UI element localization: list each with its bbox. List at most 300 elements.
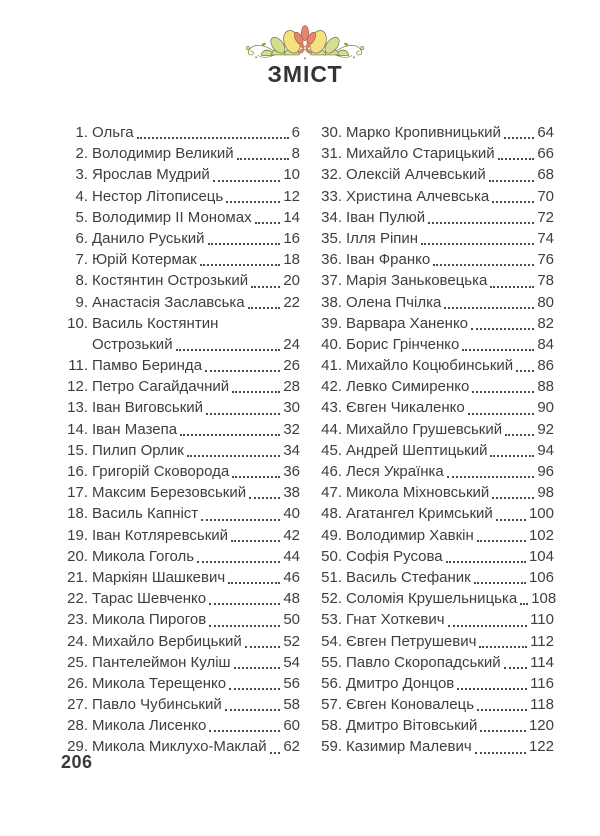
- entry-number: 23.: [67, 611, 88, 629]
- entry-name: Василь Костянтин: [92, 314, 219, 332]
- entry-page: 44: [283, 547, 300, 565]
- entry-number: 37.: [321, 272, 342, 290]
- toc-column-left: [60, 122, 300, 758]
- dot-leader: [490, 453, 534, 457]
- dot-leader: [209, 728, 280, 732]
- dot-leader: [462, 347, 534, 351]
- entry-page: 120: [528, 717, 554, 735]
- entry-number: 11.: [68, 357, 88, 375]
- toc-entry: [60, 461, 300, 482]
- entry-name: Михайло Коцюбинський: [346, 357, 514, 375]
- toc-entry: [314, 652, 554, 673]
- entry-name: Варвара Ханенко: [346, 314, 469, 332]
- entry-number: 44.: [321, 420, 342, 438]
- entry-page: 116: [530, 674, 554, 692]
- entry-number: 41.: [321, 357, 342, 375]
- entry-page: 20: [283, 272, 300, 290]
- entry-number: 2.: [75, 145, 88, 163]
- dot-leader: [228, 580, 280, 584]
- entry-number: 45.: [321, 441, 342, 459]
- entry-number: 35.: [321, 229, 342, 247]
- entry-page: 26: [283, 357, 300, 375]
- entry-name: Павло Чубинський: [92, 696, 222, 714]
- toc-entry: [314, 207, 554, 228]
- entry-page: 6: [291, 124, 300, 141]
- entry-number: 12.: [67, 378, 88, 396]
- entry-name: Пилип Орлик: [92, 441, 184, 459]
- entry-page: 76: [537, 251, 554, 269]
- entry-name: Петро Сагайдачний: [92, 378, 230, 396]
- toc-entry: [60, 673, 300, 694]
- entry-page: 38: [283, 484, 300, 502]
- entry-number: 10.: [67, 314, 88, 332]
- dot-leader: [229, 686, 280, 690]
- entry-name: Маркіян Шашкевич: [92, 568, 226, 586]
- dot-leader: [479, 644, 527, 648]
- toc-entry: [314, 334, 554, 355]
- entry-name: Острозький: [92, 335, 173, 353]
- entry-number: 29.: [67, 738, 88, 756]
- entry-name: Євген Чикаленко: [346, 399, 465, 417]
- entry-page: 16: [283, 229, 300, 247]
- toc-entry: [60, 228, 300, 249]
- entry-number: 19.: [67, 526, 88, 544]
- dot-leader: [232, 389, 280, 393]
- dot-leader: [200, 262, 281, 266]
- entry-number: 49.: [321, 526, 342, 544]
- entry-number: 38.: [321, 293, 342, 311]
- toc-entry: [60, 207, 300, 228]
- entry-page: 60: [283, 717, 300, 735]
- toc-entry: [60, 546, 300, 567]
- entry-name: Володимир II Мономах: [92, 208, 252, 226]
- entry-number: 43.: [321, 399, 342, 417]
- toc-entry: [60, 482, 300, 503]
- entry-page: 30: [283, 399, 300, 417]
- entry-name: Олена Пчілка: [346, 293, 442, 311]
- toc-entry: [314, 313, 554, 334]
- toc-entry: [60, 694, 300, 715]
- entry-number: 56.: [321, 674, 342, 692]
- entry-page: 104: [528, 547, 554, 565]
- entry-number: 48.: [321, 505, 342, 523]
- entry-page: 80: [537, 293, 554, 311]
- entry-page: 66: [537, 145, 554, 163]
- entry-page: 14: [283, 208, 300, 226]
- entry-page: 108: [531, 590, 557, 608]
- entry-page: 50: [283, 611, 300, 629]
- dot-leader: [209, 623, 280, 627]
- toc-entry: [60, 143, 300, 164]
- toc-entry: [314, 419, 554, 440]
- toc-entry: [314, 546, 554, 567]
- dot-leader: [137, 135, 289, 139]
- entry-name: Володимир Хавкін: [346, 526, 474, 544]
- entry-name: Казимир Малевич: [346, 738, 472, 756]
- dot-leader: [490, 284, 534, 288]
- entry-name: Микола Миклухо-Маклай: [92, 738, 267, 756]
- entry-page: 74: [537, 229, 554, 247]
- entry-number: 59.: [321, 738, 342, 756]
- toc-entry: [314, 567, 554, 588]
- entry-name: Олексій Алчевський: [346, 166, 486, 184]
- entry-page: 56: [283, 674, 300, 692]
- toc-column-right: [314, 122, 557, 758]
- entry-page: 28: [283, 378, 300, 396]
- toc-entry: [314, 143, 554, 164]
- entry-page: 114: [530, 653, 554, 671]
- dot-leader: [516, 368, 534, 372]
- dot-leader: [474, 580, 526, 584]
- entry-number: 8.: [75, 272, 88, 290]
- entry-name: Григорій Сковорода: [92, 463, 230, 480]
- entry-name: Марко Кропивницький: [346, 124, 501, 141]
- entry-number: 18.: [67, 505, 88, 523]
- dot-leader: [237, 156, 289, 160]
- entry-page: 92: [537, 420, 554, 438]
- toc-entry: [60, 397, 300, 418]
- entry-page: 64: [537, 124, 554, 141]
- entry-number: 47.: [321, 484, 342, 502]
- entry-name: Дмитро Вітовський: [346, 717, 478, 735]
- toc-entry: [314, 355, 554, 376]
- dot-leader: [249, 495, 280, 499]
- entry-page: 94: [537, 441, 554, 459]
- dot-leader: [472, 389, 534, 393]
- entry-name: Євген Коновалець: [346, 696, 475, 714]
- toc-entry: [314, 609, 554, 630]
- entry-number: 13.: [67, 399, 88, 417]
- entry-page: 24: [283, 335, 300, 353]
- entry-number: 7.: [75, 251, 88, 269]
- entry-number: 53.: [321, 611, 342, 629]
- entry-name: Нестор Літописець: [92, 187, 224, 205]
- entry-name: Володимир Великий: [92, 145, 234, 163]
- entry-name: Микола Пирогов: [92, 611, 207, 629]
- dot-leader: [498, 156, 535, 160]
- entry-name: Микола Терещенко: [92, 674, 227, 692]
- entry-name: Іван Пулюй: [346, 208, 426, 226]
- toc-entry: [314, 186, 554, 207]
- dot-leader: [421, 241, 534, 245]
- entry-page: 54: [283, 653, 300, 671]
- entry-number: 46.: [321, 463, 342, 480]
- entry-number: 32.: [321, 166, 342, 184]
- entry-name: Данило Руський: [92, 229, 205, 247]
- dot-leader: [504, 665, 527, 669]
- entry-number: 6.: [75, 229, 88, 247]
- entry-name: Левко Симиренко: [346, 378, 470, 396]
- entry-name: Анастасія Заславська: [92, 293, 245, 311]
- toc-entry: [60, 164, 300, 185]
- toc-entry: [60, 270, 300, 291]
- dot-leader: [251, 284, 280, 288]
- dot-leader: [496, 517, 526, 521]
- entry-page: 110: [530, 611, 554, 629]
- toc-entry: [60, 122, 300, 143]
- dot-leader: [231, 538, 280, 542]
- entry-page: 118: [530, 696, 554, 714]
- entry-page: 86: [537, 357, 554, 375]
- entry-name: Леся Українка: [346, 463, 444, 480]
- entry-name: Павло Скоропадський: [346, 653, 501, 671]
- dot-leader: [489, 178, 535, 182]
- entry-number: 21.: [67, 568, 88, 586]
- entry-number: 15.: [67, 441, 88, 459]
- entry-number: 51.: [321, 568, 342, 586]
- entry-number: 26.: [67, 674, 88, 692]
- toc-entry: [60, 588, 300, 609]
- dot-leader: [505, 432, 534, 436]
- dot-leader: [180, 432, 280, 436]
- dot-leader: [176, 347, 281, 351]
- entry-page: 32: [283, 420, 300, 438]
- entry-number: 50.: [321, 547, 342, 565]
- toc-entry: [314, 461, 554, 482]
- toc-entry: [60, 567, 300, 588]
- entry-page: 102: [528, 526, 554, 544]
- page-title: ЗМІСТ: [267, 61, 343, 87]
- entry-name: Іван Котляревський: [92, 526, 229, 544]
- toc-entry: [314, 292, 554, 313]
- entry-name: Тарас Шевченко: [92, 590, 207, 608]
- dot-leader: [520, 601, 528, 605]
- entry-name: Софія Русова: [346, 547, 443, 565]
- entry-number: 16.: [67, 463, 88, 480]
- entry-name: Михайло Грушевський: [346, 420, 503, 438]
- entry-name: Юрій Котермак: [92, 251, 197, 269]
- entry-page: 10: [283, 166, 300, 184]
- entry-page: 52: [283, 632, 300, 650]
- toc-entry: [60, 631, 300, 652]
- entry-number: 22.: [67, 590, 88, 608]
- entry-number: 24.: [67, 632, 88, 650]
- entry-number: 58.: [321, 717, 342, 735]
- dot-leader: [206, 411, 280, 415]
- toc-entry: [314, 631, 554, 652]
- entry-name: Андрей Шептицький: [346, 441, 488, 459]
- entry-name: Микола Міхновський: [346, 484, 490, 502]
- dot-leader: [187, 453, 281, 457]
- entry-number: 27.: [67, 696, 88, 714]
- toc-entry: [60, 419, 300, 440]
- toc-entry: [60, 715, 300, 736]
- dot-leader: [213, 178, 281, 182]
- dot-leader: [477, 538, 526, 542]
- entry-name: Марія Заньковецька: [346, 272, 488, 290]
- entry-name: Борис Грінченко: [346, 335, 460, 353]
- entry-number: 57.: [321, 696, 342, 714]
- entry-page: 100: [528, 505, 554, 523]
- entry-page: 84: [537, 335, 554, 353]
- entry-page: 46: [283, 568, 300, 586]
- toc-entry: [314, 715, 554, 736]
- entry-name: Костянтин Острозький: [92, 272, 249, 290]
- dot-leader: [209, 601, 280, 605]
- toc-entry: [314, 525, 554, 546]
- toc-entry: [314, 440, 554, 461]
- entry-name: Іван Виговський: [92, 399, 204, 417]
- entry-number: 31.: [321, 145, 342, 163]
- dot-leader: [197, 559, 280, 563]
- entry-number: 4.: [75, 187, 88, 205]
- entry-name: Максим Березовський: [92, 484, 247, 502]
- entry-page: 40: [283, 505, 300, 523]
- entry-page: 68: [537, 166, 554, 184]
- toc-entry: [60, 503, 300, 524]
- entry-page: 106: [528, 568, 554, 586]
- entry-name: Іван Франко: [346, 251, 431, 269]
- dot-leader: [444, 305, 534, 309]
- entry-name: Памво Беринда: [92, 357, 203, 375]
- entry-number: 14.: [67, 420, 88, 438]
- dot-leader: [446, 559, 526, 563]
- toc-entry: [314, 376, 554, 397]
- entry-name: Ольга: [92, 124, 134, 141]
- dot-leader: [457, 686, 527, 690]
- entry-number: 39.: [321, 314, 342, 332]
- toc-entry: [60, 313, 300, 334]
- dot-leader: [504, 135, 534, 139]
- toc-entry: [314, 588, 557, 609]
- entry-page: 48: [283, 590, 300, 608]
- entry-name: Дмитро Донцов: [346, 674, 455, 692]
- entry-number: 30.: [321, 124, 342, 141]
- entry-number: 9.: [75, 293, 88, 311]
- entry-page: 96: [537, 463, 554, 480]
- dot-leader: [234, 665, 281, 669]
- entry-page: 58: [283, 696, 300, 714]
- toc-entry: [314, 164, 554, 185]
- entry-number: 5.: [75, 208, 88, 226]
- toc-entry: [60, 440, 300, 461]
- entry-number: 34.: [321, 208, 342, 226]
- dot-leader: [477, 707, 527, 711]
- entry-page: 98: [537, 484, 554, 502]
- toc-entry: [314, 228, 554, 249]
- entry-page: 36: [283, 463, 300, 480]
- entry-number: 42.: [321, 378, 342, 396]
- entry-page: 62: [283, 738, 300, 756]
- entry-page: 42: [283, 526, 300, 544]
- entry-page: 90: [537, 399, 554, 417]
- entry-page: 12: [283, 187, 300, 205]
- dot-leader: [226, 199, 280, 203]
- toc-entry: [314, 694, 554, 715]
- entry-name: Іван Мазепа: [92, 420, 178, 438]
- toc-entry: [60, 292, 300, 313]
- entry-name: Василь Стефаник: [346, 568, 471, 586]
- entry-page: 34: [283, 441, 300, 459]
- toc-entry: [60, 186, 300, 207]
- entry-name: Пантелеймон Куліш: [92, 653, 231, 671]
- toc-entry: [314, 673, 554, 694]
- entry-page: 112: [530, 632, 554, 650]
- entry-number: 40.: [321, 335, 342, 353]
- dot-leader: [447, 474, 535, 478]
- entry-number: 55.: [321, 653, 342, 671]
- entry-number: 36.: [321, 251, 342, 269]
- dot-leader: [270, 750, 281, 754]
- entry-page: 82: [537, 314, 554, 332]
- toc-entry: [60, 525, 300, 546]
- dot-leader: [468, 411, 535, 415]
- toc-entry: [314, 736, 554, 757]
- toc-entry: [60, 249, 300, 270]
- toc-entry: [314, 503, 554, 524]
- entry-number: 54.: [321, 632, 342, 650]
- entry-page: 70: [537, 187, 554, 205]
- entry-number: 33.: [321, 187, 342, 205]
- entry-page: 122: [528, 738, 554, 756]
- entry-number: 28.: [67, 717, 88, 735]
- toc-entry: [314, 249, 554, 270]
- dot-leader: [471, 326, 534, 330]
- dot-leader: [448, 623, 528, 627]
- dot-leader: [248, 305, 281, 309]
- entry-number: 25.: [67, 653, 88, 671]
- entry-number: 52.: [321, 590, 342, 608]
- entry-name: Василь Капніст: [92, 505, 199, 523]
- entry-page: 88: [537, 378, 554, 396]
- dot-leader: [492, 495, 534, 499]
- entry-name: Гнат Хоткевич: [346, 611, 445, 629]
- entry-number: 3.: [75, 166, 88, 184]
- dot-leader: [208, 241, 281, 245]
- entry-name: Микола Гоголь: [92, 547, 195, 565]
- entry-name: Микола Лисенко: [92, 717, 207, 735]
- toc-entry: [314, 482, 554, 503]
- dot-leader: [428, 220, 534, 224]
- entry-name: Михайло Вербицький: [92, 632, 242, 650]
- dot-leader: [245, 644, 281, 648]
- entry-name: Ярослав Мудрий: [92, 166, 210, 184]
- table-of-contents: [60, 122, 557, 758]
- entry-page: 18: [283, 251, 300, 269]
- entry-number: 17.: [67, 484, 88, 502]
- dot-leader: [205, 368, 280, 372]
- dot-leader: [480, 728, 526, 732]
- entry-name: Ілля Ріпин: [346, 229, 419, 247]
- toc-entry: [60, 376, 300, 397]
- entry-name: Христина Алчевська: [346, 187, 490, 205]
- entry-name: Соломія Крушельницька: [346, 590, 518, 608]
- dot-leader: [255, 220, 281, 224]
- entry-page: 78: [537, 272, 554, 290]
- entry-name: Агатангел Кримський: [346, 505, 493, 523]
- entry-number: 20.: [67, 547, 88, 565]
- dot-leader: [492, 199, 534, 203]
- toc-entry: [60, 609, 300, 630]
- dot-leader: [433, 262, 534, 266]
- dot-leader: [201, 517, 280, 521]
- entry-name: Євген Петрушевич: [346, 632, 477, 650]
- folio-page-number: 206: [61, 752, 93, 772]
- toc-entry: [60, 736, 300, 757]
- toc-entry: [60, 652, 300, 673]
- dot-leader: [225, 707, 281, 711]
- toc-entry: [314, 270, 554, 291]
- entry-page: 8: [291, 145, 300, 163]
- toc-entry: [314, 122, 554, 143]
- entry-page: 72: [537, 208, 554, 226]
- dot-leader: [475, 750, 526, 754]
- entry-number: 1.: [75, 124, 88, 141]
- toc-entry: [60, 355, 300, 376]
- toc-entry-continuation: [60, 334, 300, 355]
- toc-entry: [314, 397, 554, 418]
- dot-leader: [232, 474, 280, 478]
